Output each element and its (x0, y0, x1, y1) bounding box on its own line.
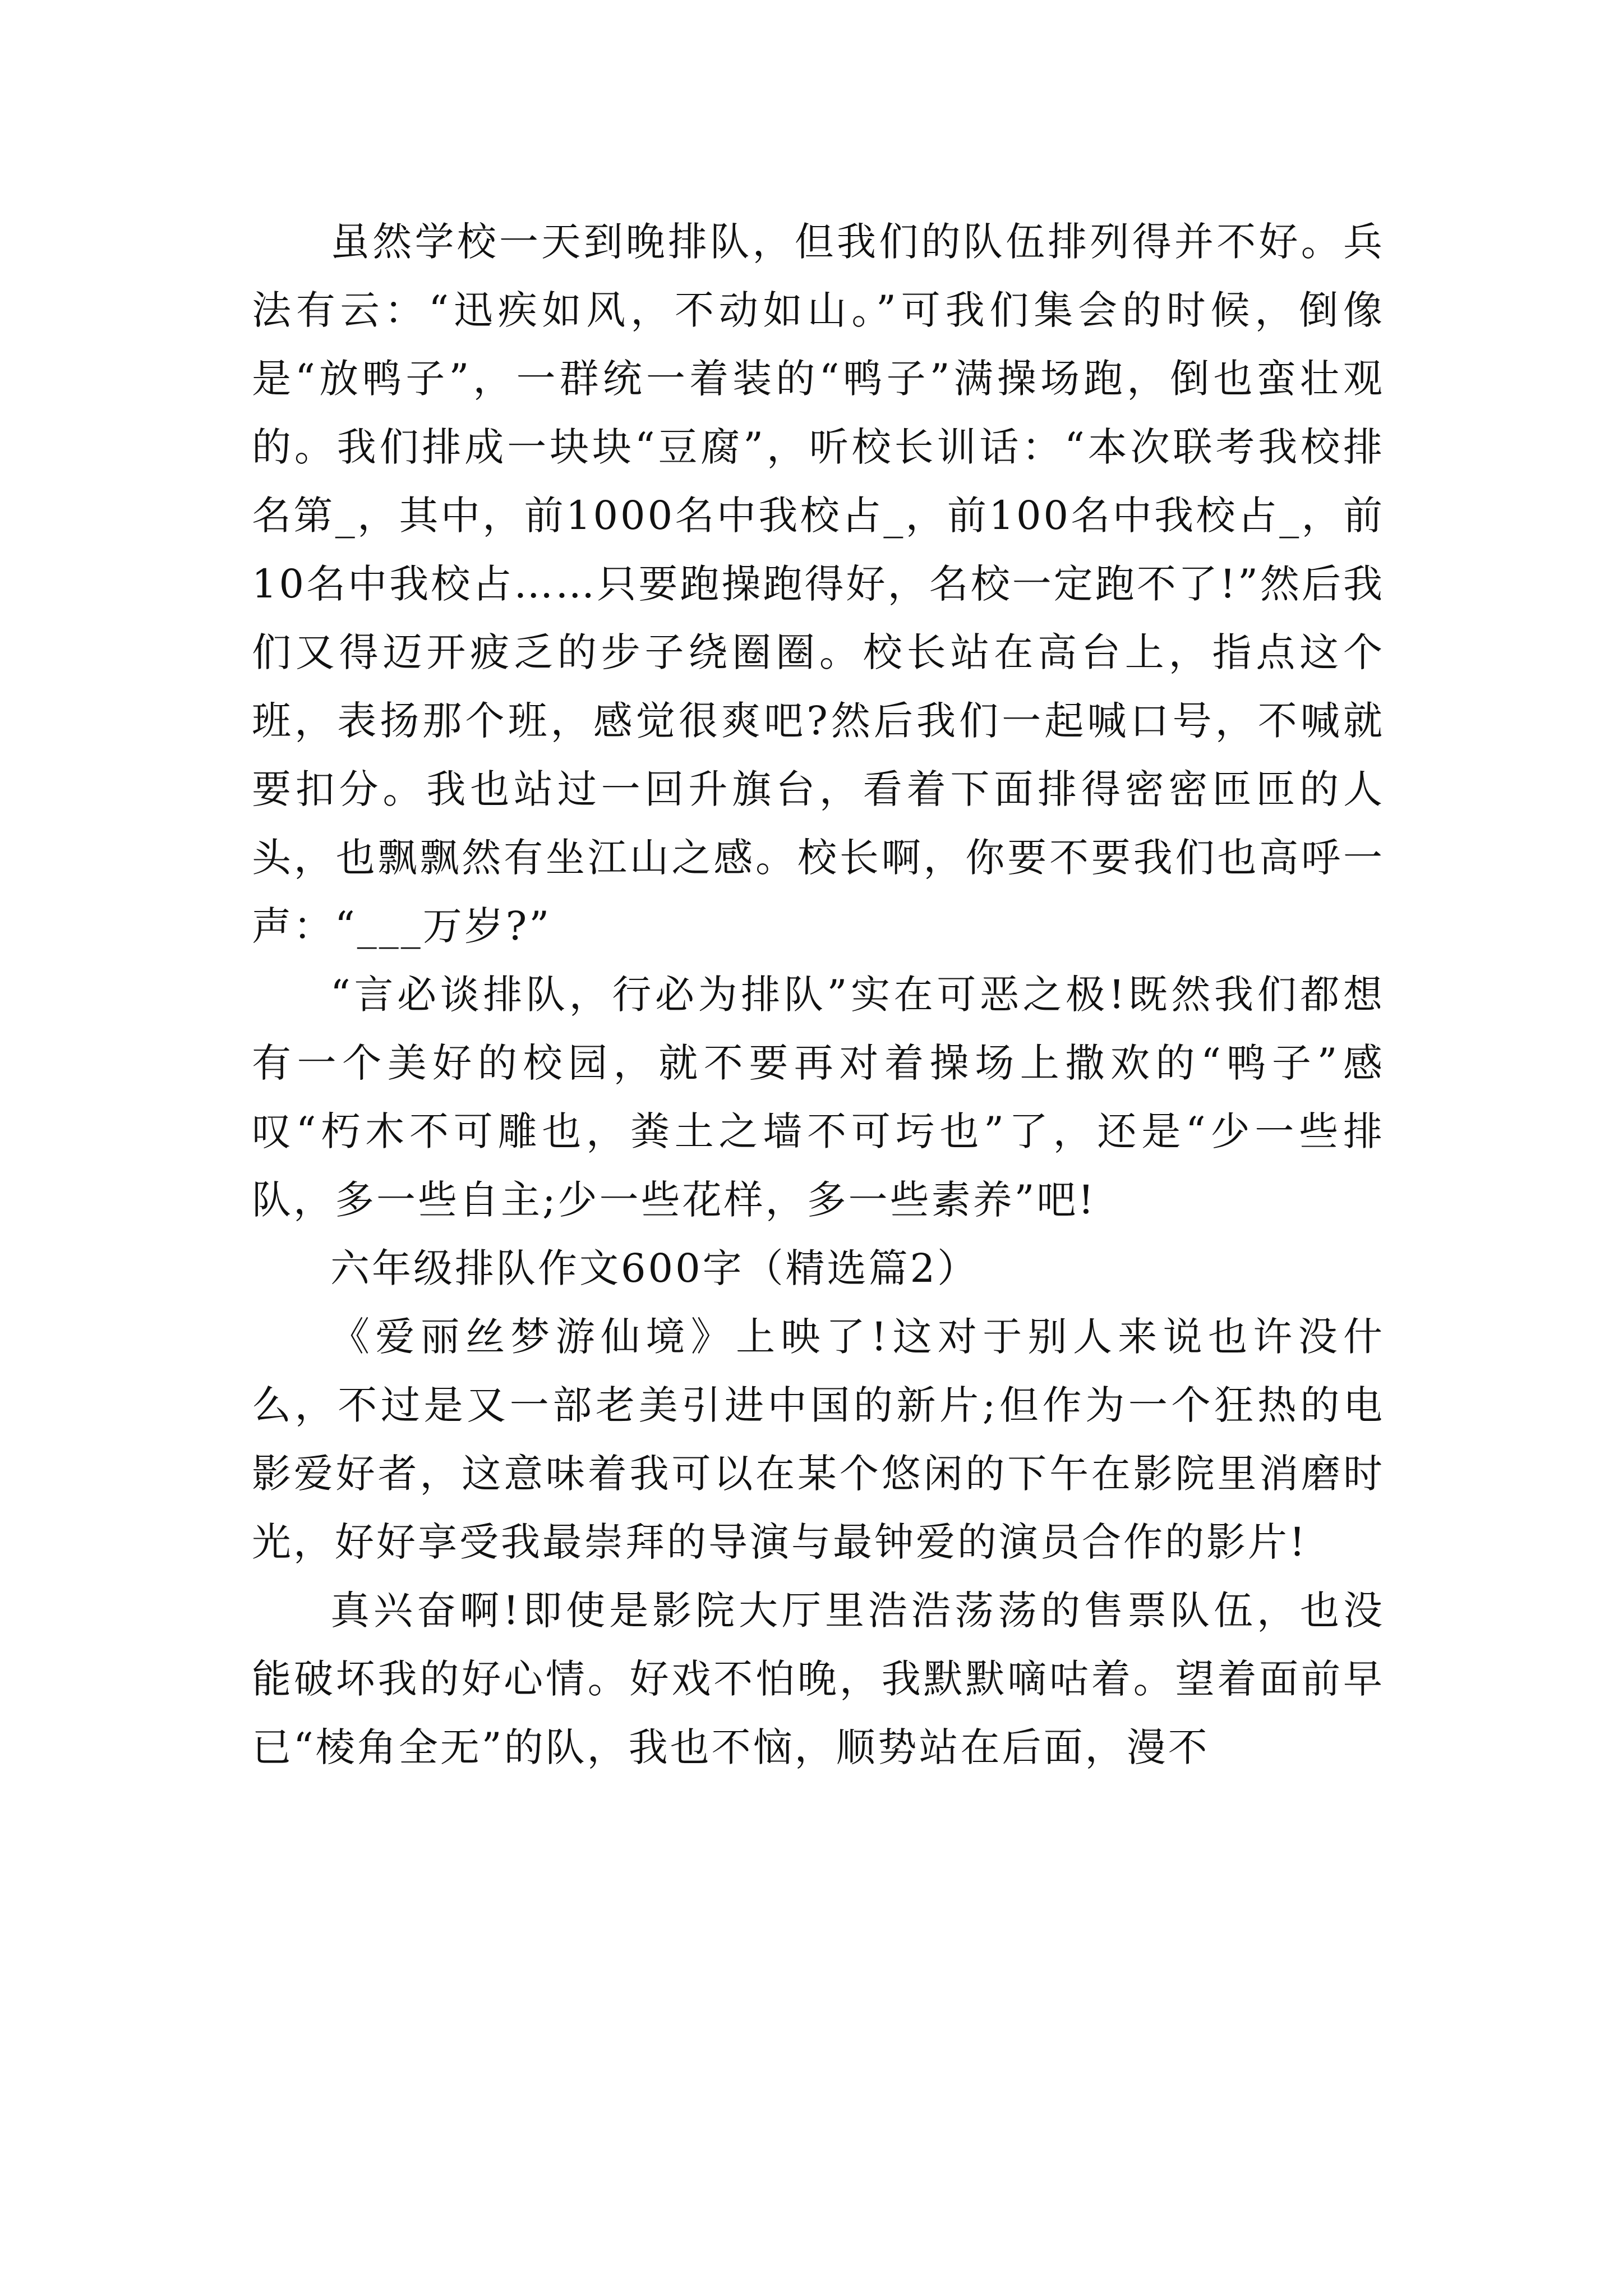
paragraph-1: 虽然学校一天到晚排队，但我们的队伍排列得并不好。兵法有云：“迅疾如风，不动如山。”可我们集会的时候，倒像是“放鸭子”，一群统一着装的“鸭子”满操场跑，倒也蛮壮观的。我们排成一块块“豆腐”，听校长训话：“本次联考我校排名第_，其中，前1000名中我校占_，前100名中我校占_，前10名中我校占……只要跑操跑得好，名校一定跑不了!”然后我们又得迈开疲乏的步子绕圈圈。校长站在高台上，指点这个班，表扬那个班，感觉很爽吧?然后我们一起喊口号，不喊就要扣分。我也站过一回升旗台，看着下面排得密密匝匝的人头，也飘飘然有坐江山之感。校长啊，你要不要我们也高呼一声：“___万岁?” (252, 219, 1385, 949)
paragraph-2: “言必谈排队，行必为排队”实在可恶之极!既然我们都想有一个美好的校园，就不要再对着操场上撒欢的“鸭子”感叹“朽木不可雕也，粪土之墙不可圬也”了，还是“少一些排队，多一些自主;少一些花样，多一些素养”吧! (252, 972, 1385, 1223)
section-heading: 六年级排队作文600字（精选篇2） (330, 1245, 979, 1291)
paragraph-3: 《爱丽丝梦游仙境》上映了!这对于别人来说也许没什么，不过是又一部老美引进中国的新片;但作为一个狂热的电影爱好者，这意味着我可以在某个悠闲的下午在影院里消磨时光，好好享受我最崇拜的导演与最钟爱的演员合作的影片! (252, 1314, 1385, 1565)
document-body (252, 208, 1385, 1782)
paragraph-4: 真兴奋啊!即使是影院大厅里浩浩荡荡的售票队伍，也没能破坏我的好心情。好戏不怕晚，我默默嘀咕着。望着面前早已“棱角全无”的队，我也不恼，顺势站在后面，漫不 (252, 1588, 1385, 1770)
